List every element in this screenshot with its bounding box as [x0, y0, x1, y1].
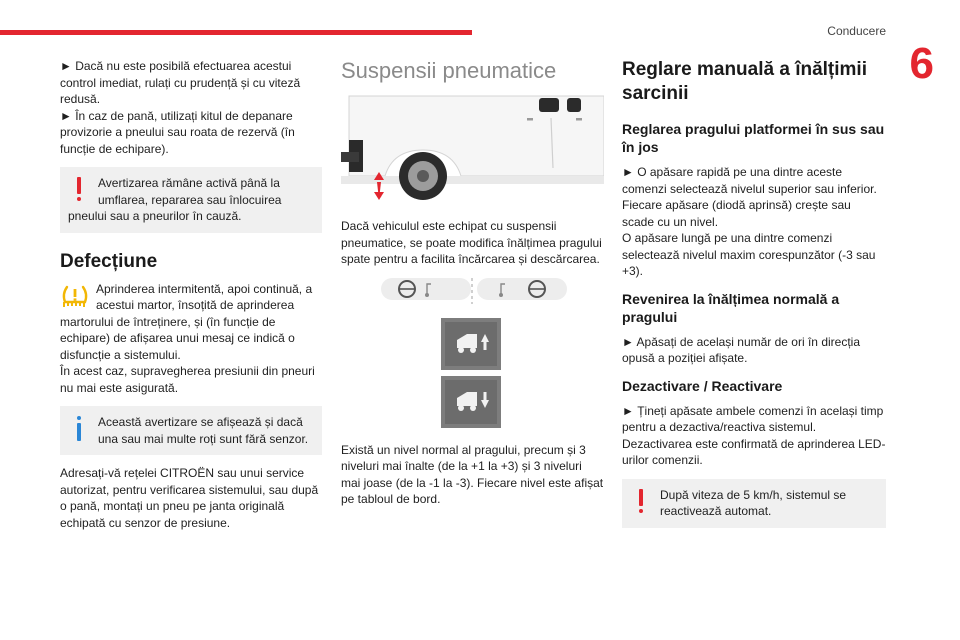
suspension-controls-illustration [341, 278, 604, 430]
header-title: Conducere [827, 24, 886, 38]
info-icon [68, 414, 90, 444]
paragraph-air-suspension: Dacă vehiculul este echipat cu suspensii pneumatice, se poate modifica înălțimea pragului spate pentru a facilita încărcarea și descărcarea. [341, 219, 602, 266]
column-left [60, 58, 322, 531]
warning-notice-speed-text: După viteza de 5 km/h, sistemul se reactivează automat. [660, 487, 847, 518]
subtitle-return-normal: Revenirea la înălțimea normală a pragului [622, 290, 840, 325]
section-title-manual-height: Reglare manuală a înălțimii sarcinii [622, 59, 867, 104]
info-notice [60, 406, 322, 455]
section-title-defect: Defecțiune [60, 250, 158, 272]
exclamation-icon [68, 175, 90, 205]
defect-description [60, 281, 322, 364]
defect-paragraph: Aprinderea intermitentă, apoi continuă, a acestui martor, însoțită de aprinderea martorului de întreținere, și (în funcție de echipare) de afișarea unui mesaj ce indică o disfuncție a sistemului. [60, 281, 313, 362]
paragraph-led-confirm: Dezactivarea este confirmată de aprinderea LED-urilor comenzii. [622, 436, 886, 467]
header-accent-bar [0, 30, 472, 35]
section-title-air-suspension: Suspensii pneumatice [341, 58, 557, 83]
warning-notice-text: Avertizarea rămâne activă până la umflarea, repararea sau înlocuirea pneului sau a pneurilor în cauză. [68, 176, 282, 223]
subtitle-adjust-height: Reglarea pragului platformei în sus sau în jos [622, 121, 885, 155]
exclamation-icon [630, 487, 652, 517]
chapter-number: 6 [909, 39, 934, 88]
paragraph-hold-both: ► Țineți apăsate ambele comenzi în același timp pentru a dezactiva/reactiva sistemul. [622, 403, 884, 434]
tyre-pressure-warning-icon [60, 283, 90, 311]
warning-notice [60, 167, 322, 233]
paragraph-levels: Există un nivel normal al pragului, precum și 3 niveluri mai înalte (de la +1 la +3) și 3 niveluri mai joase (de la -1 la -3). Fiecare nivel este afișat pe tabloul de bord. [341, 442, 604, 506]
paragraph-repair-kit: ► În caz de pană, utilizați kitul de depanare provizorie a pneului sau roata de rezervă (în funcție de echipare). [60, 108, 295, 156]
defect-paragraph-2: În acest caz, supravegherea presiunii din pneuri nu mai este asigurată. [60, 364, 315, 395]
paragraph-contact-service: Adresați-vă rețelei CITROËN sau unui service autorizat, pentru verificarea sistemului, sau după o pană, montați un pneu pe janta originală echipată cu senzor de presiune. [60, 466, 319, 530]
paragraph-press-opposite: ► Apăsați de același număr de ori în direcția opusă a poziției afișate. [622, 334, 861, 365]
column-middle [341, 58, 604, 508]
paragraph-drive-carefully: ► Dacă nu este posibilă efectuarea acestui control imediat, rulați cu prudență și cu viteză redusă. [60, 59, 301, 106]
column-right [622, 58, 886, 528]
info-notice-text: Această avertizare se afișează și dacă una sau mai multe roți sunt fără senzor. [98, 415, 309, 446]
subtitle-deactivate: Dezactivare / Reactivare [622, 377, 783, 394]
van-rear-illustration [341, 92, 604, 204]
warning-notice-speed [622, 479, 886, 528]
paragraph-short-press: ► O apăsare rapidă pe una dintre aceste comenzi selectează nivelul superior sau inferior. Fiecare apăsare (diodă aprinsă) crește sau scade cu un nivel. [622, 165, 877, 229]
paragraph-long-press: O apăsare lungă pe una dintre comenzi selectează nivelul maxim corespunzător (-3 sau +3). [622, 231, 876, 278]
